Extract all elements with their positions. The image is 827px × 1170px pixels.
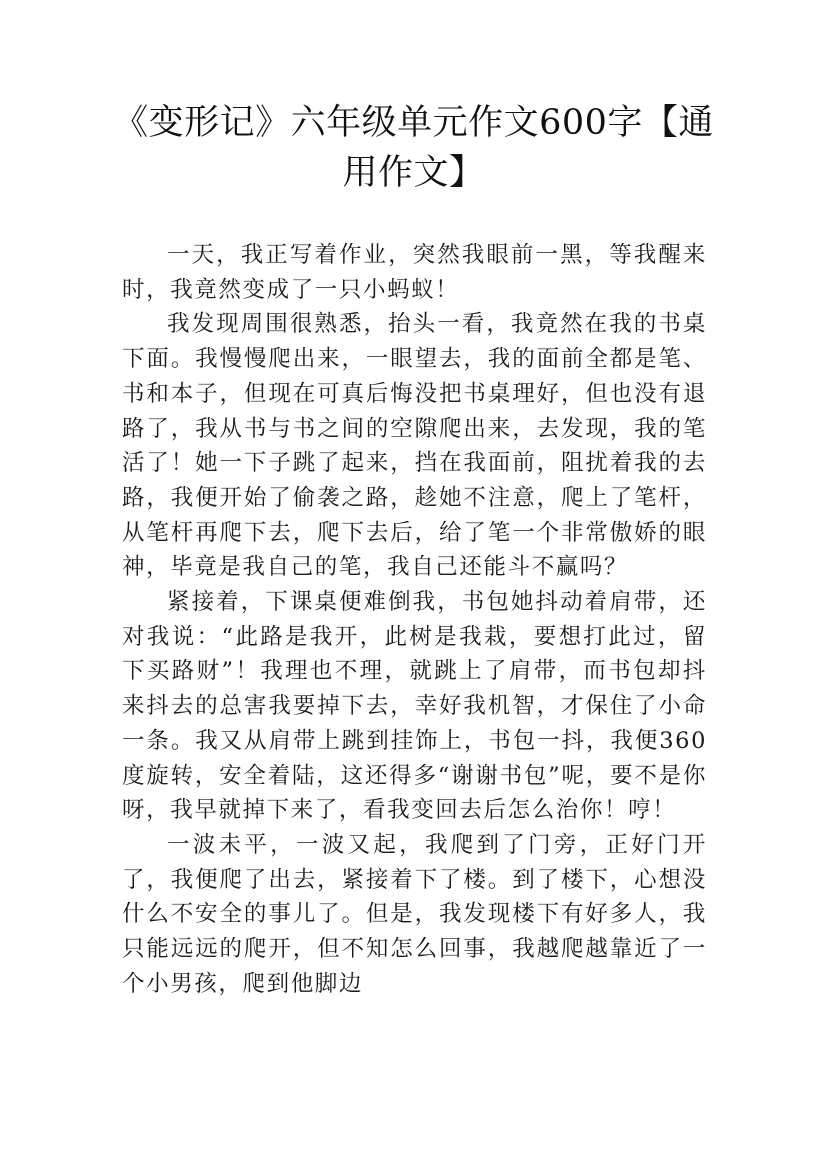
document-body xyxy=(122,238,707,1001)
paragraph: 一天，我正写着作业，突然我眼前一黑，等我醒来时，我竟然变成了一只小蚂蚁！ xyxy=(122,242,707,303)
paragraph: 我发现周围很熟悉，抬头一看，我竟然在我的书桌下面。我慢慢爬出来，一眼望去，我的面前全都是笔、书和本子，但现在可真后悔没把书桌理好，但也没有退路了，我从书与书之间的空隙爬出来，去发现，我的笔活了！她一下子跳了起来，挡在我面前，阻扰着我的去路，我便开始了偷袭之路，趁她不注意，爬上了笔杆，从笔杆再爬下去，爬下去后，给了笔一个非常傲娇的眼神，毕竟是我自己的笔，我自己还能斗不赢吗？ xyxy=(122,311,707,581)
paragraph: 紧接着，下课桌便难倒我，书包她抖动着肩带，还对我说：“此路是我开，此树是我栽，要想打此过，留下买路财”！我理也不理，就跳上了肩带，而书包却抖来抖去的总害我要掉下去，幸好我机智，才保住了小命一条。我又从肩带上跳到挂饰上，书包一抖，我便360度旋转，安全着陆，这还得多“谢谢书包”呢，要不是你呀，我早就掉下来了，看我变回去后怎么治你！哼！ xyxy=(122,589,707,824)
paragraph: 一波未平，一波又起，我爬到了门旁，正好门开了，我便爬了出去，紧接着下了楼。到了楼下，心想没什么不安全的事儿了。但是，我发现楼下有好多人，我只能远远的爬开，但不知怎么回事，我越爬越靠近了一个小男孩，爬到他脚边 xyxy=(122,831,707,997)
document-title: 《变形记》六年级单元作文600字【通用作文】 xyxy=(113,103,714,193)
